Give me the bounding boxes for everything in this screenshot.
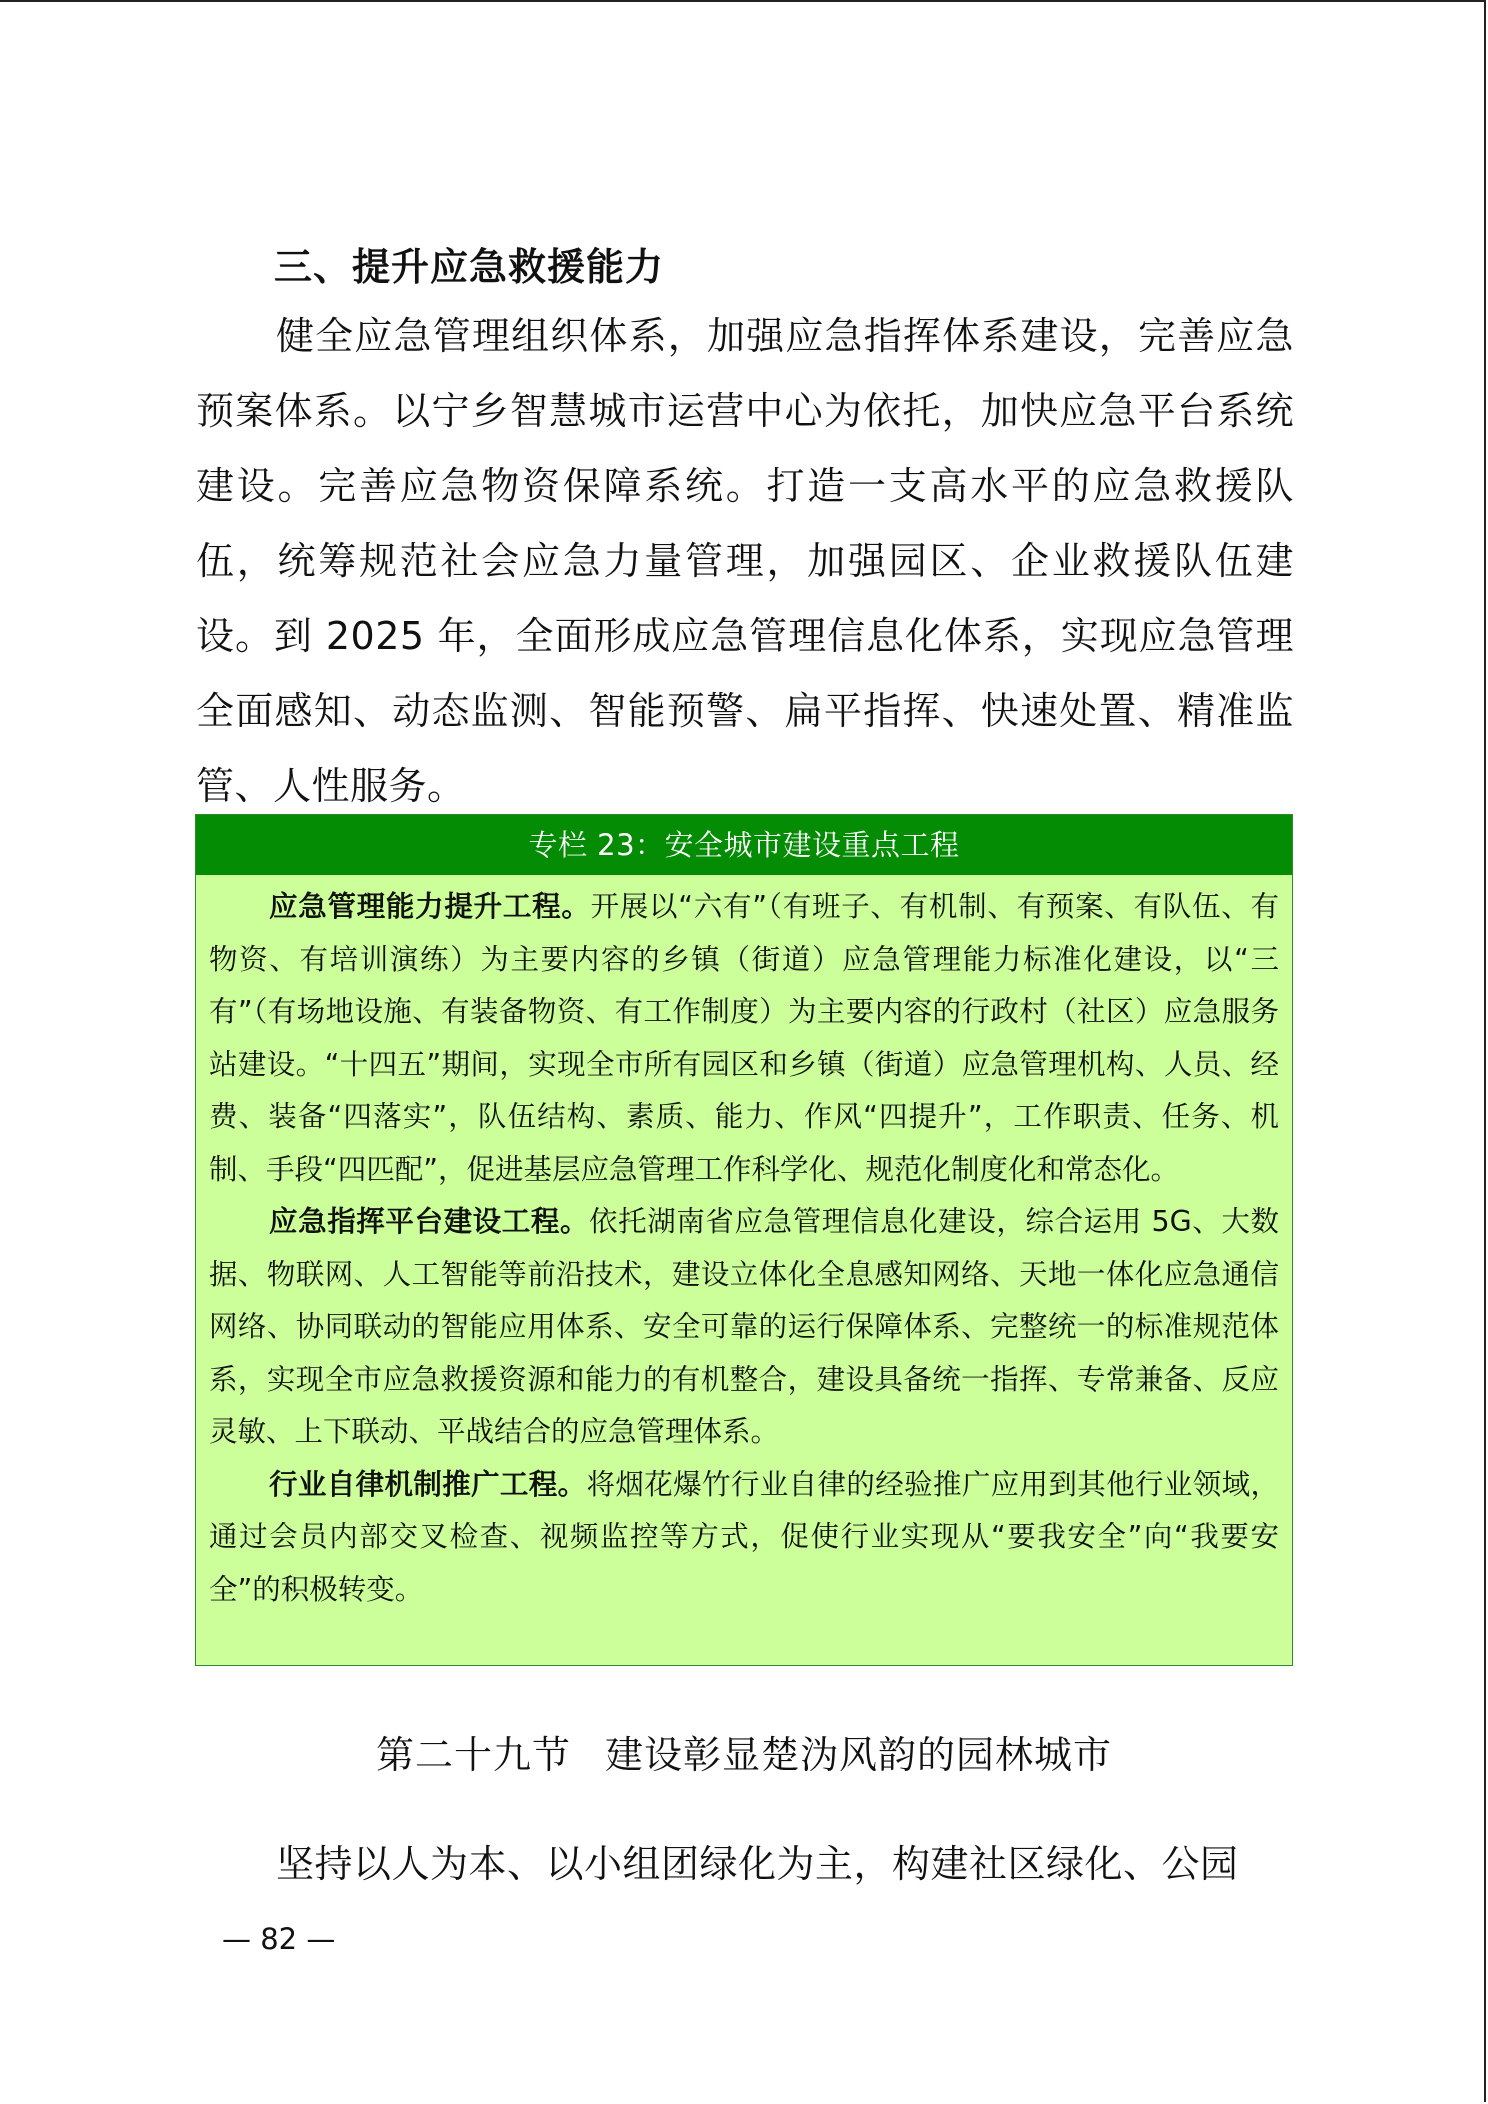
feature-item-lead: 行业自律机制推广工程。 xyxy=(269,1467,587,1501)
section-intro-paragraph: 健全应急管理组织体系，加强应急指挥体系建设，完善应急预案体系。以宁乡智慧城市运营中心为依托，加快应急平台系统建设。完善应急物资保障系统。打造一支高水平的应急救援队伍，统筹规范社会应急力量管理，加强园区、企业救援队伍建设。到 2025 年，全面形成应急管理信息化体系，实现应急管理全面感知、动态监测、智能预警、扁平指挥、快速处置、精准监管、人性服务。 xyxy=(196,314,1294,808)
page-number: — 82 — xyxy=(222,1922,336,1956)
feature-item xyxy=(209,881,1279,1196)
chapter-intro-paragraph: 坚持以人为本、以小组团绿化为主，构建社区绿化、公园 xyxy=(276,1842,1239,1886)
chapter-number: 第二十九节 xyxy=(375,1733,571,1777)
feature-box xyxy=(195,814,1293,1666)
feature-item-lead: 应急管理能力提升工程。 xyxy=(269,890,591,923)
feature-item xyxy=(209,1196,1279,1459)
section-heading: 三、提升应急救援能力 xyxy=(274,245,665,289)
feature-item-text: 开展以“六有”（有班子、有机制、有预案、有队伍、有物资、有培训演练）为主要内容的乡镇（街道）应急管理能力标准化建设，以“三有”（有场地设施、有装备物资、有工作制度）为主要内容的行政村（社区）应急服务站建设。“十四五”期间，实现全市所有园区和乡镇（街道）应急管理机构、人员、经费、装备“四落实”，队伍结构、素质、能力、作风“四提升”，工作职责、任务、机制、手段“四匹配”，促进基层应急管理工作科学化、规范化制度化和常态化。 xyxy=(209,890,1279,1186)
chapter-title: 建设彰显楚沩风韵的园林城市 xyxy=(605,1733,1113,1777)
feature-box-title: 专栏 23：安全城市建设重点工程 xyxy=(196,815,1292,875)
chapter-heading xyxy=(0,1724,1488,1779)
feature-item xyxy=(209,1459,1279,1617)
feature-item-text: 依托湖南省应急管理信息化建设，综合运用 5G、大数据、物联网、人工智能等前沿技术，建设立体化全息感知网络、天地一体化应急通信网络、协同联动的智能应用体系、安全可靠的运行保障体系、完整统一的标准规范体系，实现全市应急救援资源和能力的有机整合，建设具备统一指挥、专常兼备、反应灵敏、上下联动、平战结合的应急管理体系。 xyxy=(209,1205,1279,1448)
feature-item-lead: 应急指挥平台建设工程。 xyxy=(269,1205,590,1238)
feature-box-body xyxy=(196,875,1292,1616)
feature-item-text: 将烟花爆竹行业自律的经验推广应用到其他行业领域，通过会员内部交叉检查、视频监控等方式，促使行业实现从“要我安全”向“我要安全”的积极转变。 xyxy=(209,1467,1279,1606)
